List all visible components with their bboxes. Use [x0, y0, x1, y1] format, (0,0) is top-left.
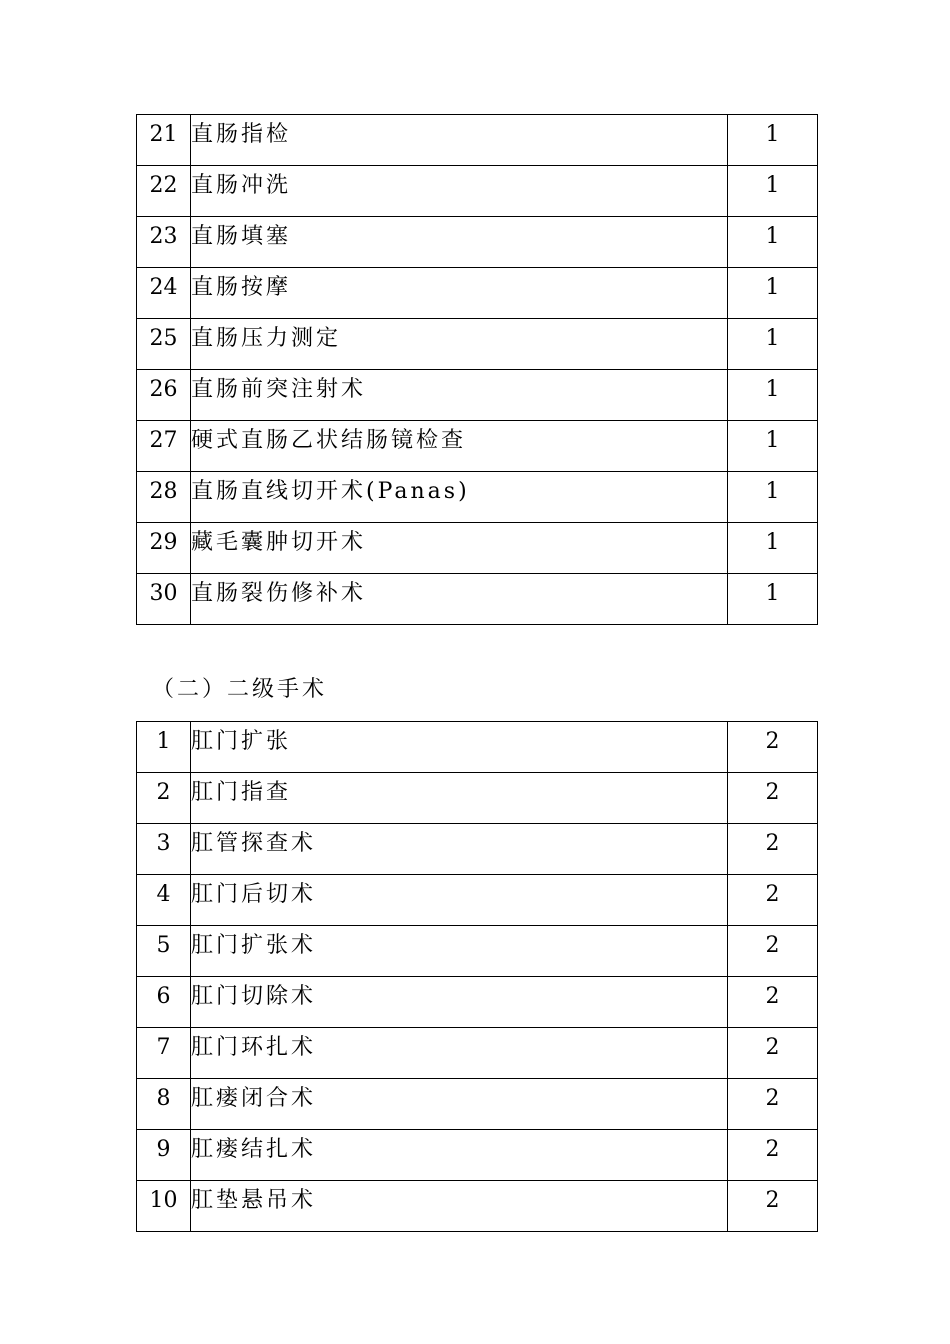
procedure-table-level-2 — [136, 721, 818, 1232]
row-number: 2 — [137, 773, 191, 824]
procedure-name: 肛垫悬吊术 — [191, 1181, 728, 1232]
table-row — [137, 523, 818, 574]
table-row — [137, 1130, 818, 1181]
table-row — [137, 421, 818, 472]
procedure-name: 硬式直肠乙状结肠镜检查 — [191, 421, 728, 472]
procedure-level: 2 — [728, 1079, 818, 1130]
table-row — [137, 217, 818, 268]
procedure-name: 肛门后切术 — [191, 875, 728, 926]
row-number: 29 — [137, 523, 191, 574]
section-heading-level-2: （二）二级手术 — [152, 677, 328, 702]
table-row — [137, 1079, 818, 1130]
table-row — [137, 574, 818, 625]
table-row — [137, 370, 818, 421]
procedure-level: 1 — [728, 574, 818, 625]
row-number: 24 — [137, 268, 191, 319]
row-number: 22 — [137, 166, 191, 217]
procedure-level: 1 — [728, 217, 818, 268]
row-number: 25 — [137, 319, 191, 370]
procedure-table-body — [137, 722, 818, 1232]
row-number: 26 — [137, 370, 191, 421]
row-number: 23 — [137, 217, 191, 268]
row-number: 5 — [137, 926, 191, 977]
procedure-level: 2 — [728, 1028, 818, 1079]
procedure-level: 2 — [728, 926, 818, 977]
procedure-name: 肛管探查术 — [191, 824, 728, 875]
procedure-level: 2 — [728, 722, 818, 773]
table-row — [137, 773, 818, 824]
table-row — [137, 722, 818, 773]
table-row — [137, 472, 818, 523]
row-number: 1 — [137, 722, 191, 773]
row-number: 7 — [137, 1028, 191, 1079]
procedure-name: 直肠冲洗 — [191, 166, 728, 217]
table-row — [137, 166, 818, 217]
procedure-level: 1 — [728, 370, 818, 421]
procedure-level: 1 — [728, 115, 818, 166]
table-row — [137, 926, 818, 977]
procedure-name: 肛门扩张术 — [191, 926, 728, 977]
row-number: 21 — [137, 115, 191, 166]
procedure-name: 肛瘘闭合术 — [191, 1079, 728, 1130]
table-row — [137, 115, 818, 166]
procedure-level: 2 — [728, 1181, 818, 1232]
procedure-name: 直肠直线切开术(Panas) — [191, 472, 728, 523]
procedure-name: 直肠裂伤修补术 — [191, 574, 728, 625]
procedure-level: 1 — [728, 166, 818, 217]
table-row — [137, 319, 818, 370]
procedure-name: 肛门指查 — [191, 773, 728, 824]
table-row — [137, 1181, 818, 1232]
procedure-name: 直肠前突注射术 — [191, 370, 728, 421]
procedure-level: 1 — [728, 421, 818, 472]
procedure-level: 1 — [728, 268, 818, 319]
row-number: 28 — [137, 472, 191, 523]
procedure-name: 肛门扩张 — [191, 722, 728, 773]
procedure-level: 2 — [728, 824, 818, 875]
procedure-level: 1 — [728, 472, 818, 523]
table-row — [137, 268, 818, 319]
procedure-level: 2 — [728, 875, 818, 926]
row-number: 30 — [137, 574, 191, 625]
procedure-level: 1 — [728, 319, 818, 370]
procedure-table-body — [137, 115, 818, 625]
row-number: 6 — [137, 977, 191, 1028]
row-number: 9 — [137, 1130, 191, 1181]
procedure-name: 肛瘘结扎术 — [191, 1130, 728, 1181]
row-number: 8 — [137, 1079, 191, 1130]
procedure-name: 直肠指检 — [191, 115, 728, 166]
procedure-name: 直肠按摩 — [191, 268, 728, 319]
procedure-name: 肛门环扎术 — [191, 1028, 728, 1079]
row-number: 3 — [137, 824, 191, 875]
procedure-name: 肛门切除术 — [191, 977, 728, 1028]
row-number: 27 — [137, 421, 191, 472]
procedure-table-level-1 — [136, 114, 818, 625]
procedure-level: 1 — [728, 523, 818, 574]
procedure-level: 2 — [728, 773, 818, 824]
procedure-name: 直肠压力测定 — [191, 319, 728, 370]
table-row — [137, 1028, 818, 1079]
table-row — [137, 824, 818, 875]
table-row — [137, 875, 818, 926]
procedure-level: 2 — [728, 977, 818, 1028]
row-number: 10 — [137, 1181, 191, 1232]
procedure-level: 2 — [728, 1130, 818, 1181]
procedure-name: 直肠填塞 — [191, 217, 728, 268]
table-row — [137, 977, 818, 1028]
row-number: 4 — [137, 875, 191, 926]
procedure-name: 藏毛囊肿切开术 — [191, 523, 728, 574]
